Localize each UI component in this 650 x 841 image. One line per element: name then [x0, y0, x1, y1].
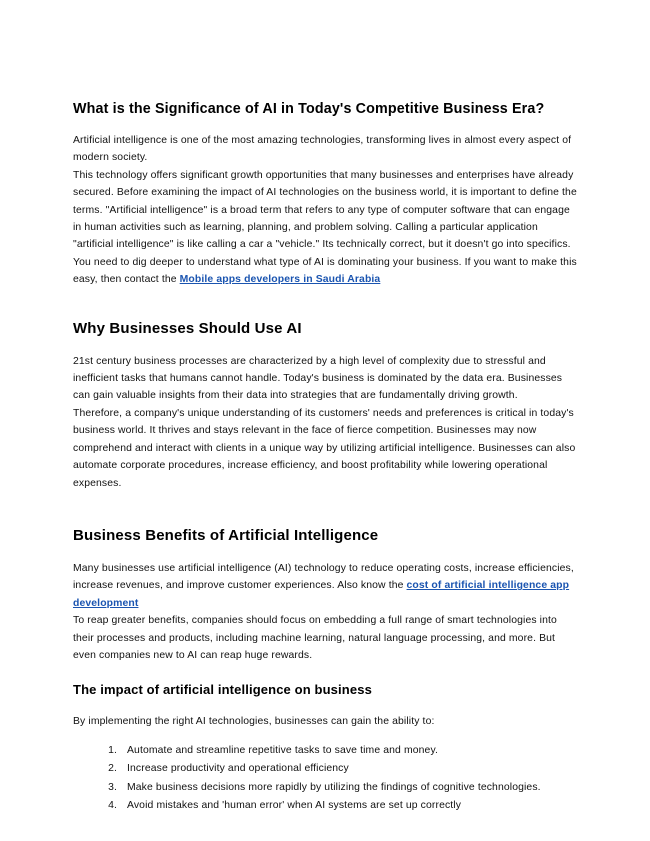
list-item: 3. Make business decisions more rapidly by utilizing the findings of cognitive technologies.: [120, 779, 578, 798]
list-item: 2. Increase productivity and operational efficiency: [120, 760, 578, 779]
section-heading-business-benefits: Business Benefits of Artificial Intelligence: [73, 526, 379, 544]
list-item: 1. Automate and streamline repetitive tasks to save time and money.: [120, 742, 578, 761]
intro-paragraph-2: [73, 167, 578, 289]
page-title: What is the Significance of AI in Today's Competitive Business Era?: [73, 101, 545, 117]
list-item: 4. Avoid mistakes and 'human error' when AI systems are set up correctly: [120, 797, 578, 816]
spacer: [73, 664, 578, 681]
section1-paragraph-1: 21st century business processes are characterized by a high level of complexity due to stressful and inefficient tasks that humans cannot handle. Today's business is dominated by the data era. Businesses can gain valuable insights from their data into strategies that are fundamentally driving growth.: [73, 355, 563, 402]
section2-paragraph-2: To reap greater benefits, companies should focus on embedding a full range of smart technologies into their processes and products, including machine learning, natural language processing, and more. But even companies new to AI can reap huge rewards.: [73, 615, 557, 661]
section1-paragraph-2: Therefore, a company's unique understanding of its customers' needs and preferences is critical in today's business world. It thrives and stays relevant in the face of fierce competition. Businesses may now comprehend and interact with clients in a unique way by utilizing artificial intelligence. Businesses can also automate corporate procedures, increase efficiency, and boost profitability while lowering operational expenses.: [73, 407, 576, 489]
link-mobile-apps-developers-saudi-arabia[interactable]: Mobile apps developers in Saudi Arabia: [179, 274, 381, 286]
section2-paragraph-1-text: Many businesses use artificial intelligence (AI) technology to reduce operating costs, increase efficiencies, increase revenues, and improve customer experiences. Also know the: [73, 562, 574, 592]
intro-paragraph-1: Artificial intelligence is one of the most amazing technologies, transforming lives in almost every aspect of modern society.: [73, 135, 572, 164]
spacer: [73, 289, 578, 319]
intro-paragraph-2-text: This technology offers significant growth opportunities that many businesses and enterprises have already secured. Before examining the impact of AI technologies on the business world, it is important to define the terms. "Artificial intelligence" is a broad term that refers to any type of computer software that can engage in human activities such as learning, planning, and problem solving. Calling a particular application "artificial intelligence" is like calling a car a "vehicle." Its technically correct, but it doesn't go into specifics. You need to dig deeper to understand what type of AI is dominating your business. If you want to make this easy, then contact the: [73, 169, 577, 286]
section3-lead-paragraph: By implementing the right AI technologies, businesses can gain the ability to:: [73, 716, 435, 728]
ability-list: [73, 742, 578, 816]
spacer: [73, 731, 578, 742]
section-heading-why-businesses-should-use-ai: Why Businesses Should Use AI: [73, 319, 302, 337]
document-body: [73, 0, 578, 816]
section2-paragraph-1: [73, 560, 578, 612]
spacer: [73, 492, 578, 526]
link-cost-of-artificial-intelligence-app-development[interactable]: cost of artificial intelligence app development: [73, 580, 570, 609]
subsection-heading-impact-of-ai-on-business: The impact of artificial intelligence on business: [73, 682, 372, 698]
